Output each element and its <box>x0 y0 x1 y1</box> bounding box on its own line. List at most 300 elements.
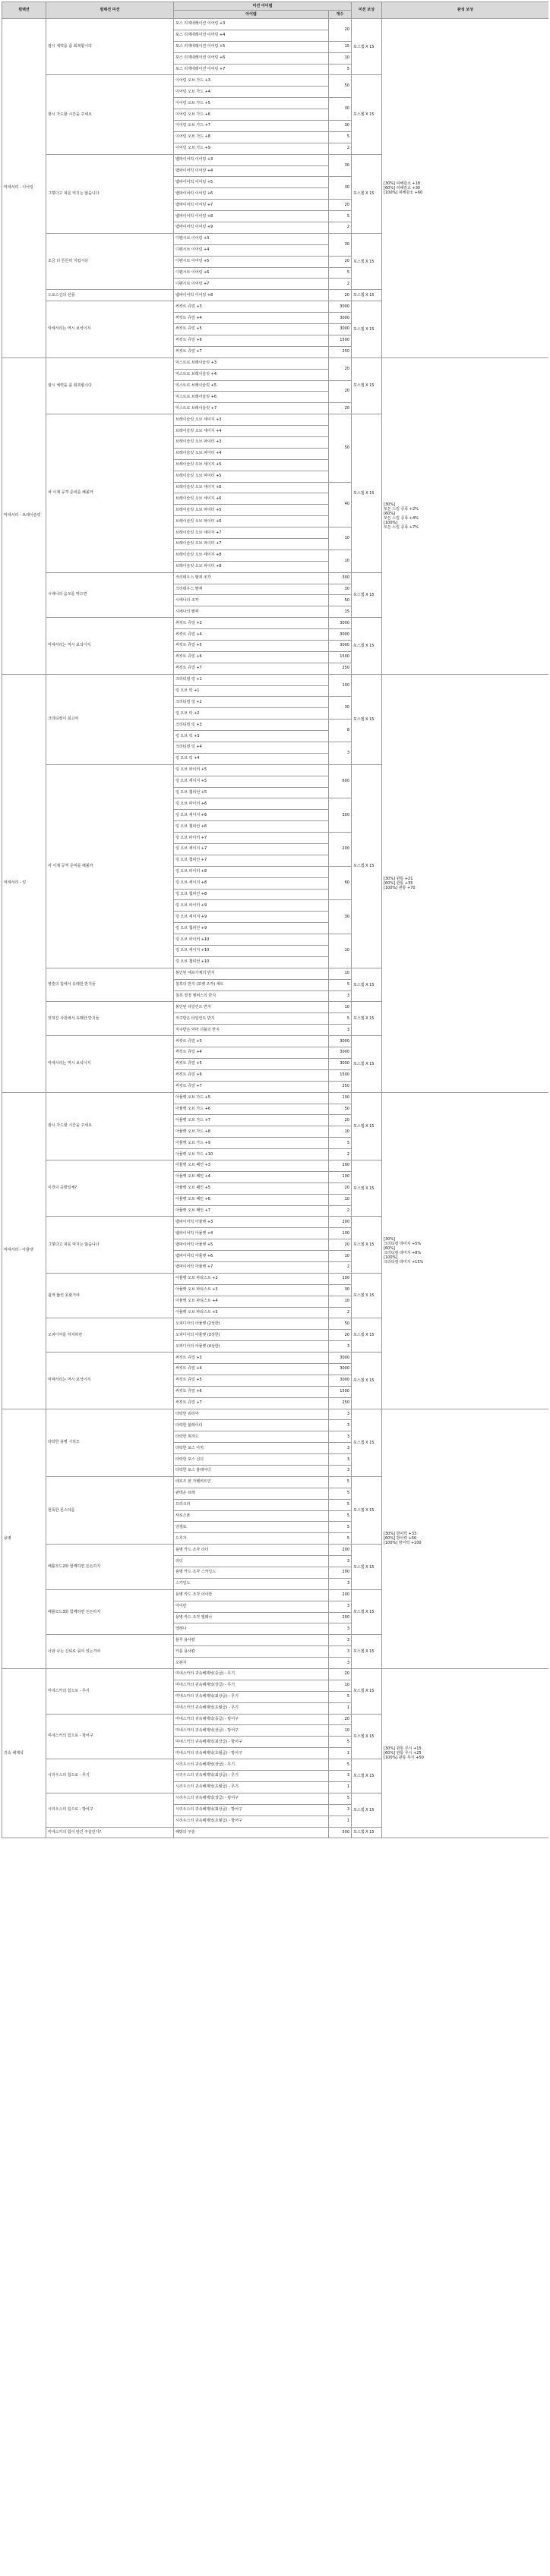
item-count: 10 <box>329 934 352 968</box>
item-name: 미네스카의 귀속해제석(중급) - 무기 <box>174 1669 329 1680</box>
item-count: 3 <box>329 1025 352 1036</box>
item-name: 저주받은 타일린트 반지 <box>174 1013 329 1025</box>
mission-name: 크리티컬이 최고야 <box>46 674 174 764</box>
item-count: 50 <box>329 595 352 606</box>
item-name: 익스트로 브레이슬릿 +5 <box>174 380 329 392</box>
mission-reward: 포스젬 X 15 <box>352 674 382 764</box>
item-name: 뱀파이어릭 아뮬렛 +7 <box>174 1261 329 1273</box>
item-name: 익스트로 브레이슬릿 +3 <box>174 357 329 369</box>
item-name: 오렌지 <box>174 1658 329 1669</box>
item-count: 1500 <box>329 651 352 663</box>
collection-table <box>2 2 548 1838</box>
item-count: 10 <box>329 968 352 979</box>
item-name: 이어링 오브 가드 +6 <box>174 109 329 121</box>
item-name: 뱀파이어릭 아뮬렛 +3 <box>174 1217 329 1228</box>
item-count: 5 <box>329 64 352 75</box>
item-name: 포스 리제네레이션 이어링 +3 <box>174 19 329 30</box>
mission-name: 이것이 공방일체? <box>46 1160 174 1216</box>
item-count: 2 <box>329 1307 352 1318</box>
item-count: 3 <box>329 1431 352 1443</box>
item-count: 3 <box>329 1771 352 1782</box>
mission-reward: 포스젬 X 15 <box>352 1160 382 1216</box>
item-name: 익스트로 브레이슬릿 +7 <box>174 403 329 414</box>
item-name: 타락한 위자드 <box>174 1431 329 1443</box>
item-count: 3000 <box>329 1363 352 1375</box>
item-name: 시리우스의 귀속해제석(최상급) - 무기 <box>174 1771 329 1782</box>
item-count: 15 <box>329 41 352 52</box>
item-count: 3 <box>329 742 352 765</box>
item-count: 30 <box>329 154 352 177</box>
item-count: 100 <box>329 1228 352 1239</box>
item-count: 1 <box>329 1748 352 1759</box>
item-name: 브레이슬릿 오브 세이지 +7 <box>174 527 329 539</box>
item-count: 20 <box>329 380 352 403</box>
item-count: 2 <box>329 1261 352 1273</box>
complete-reward: [30%] 관통 무시 +15 [60%] 관통 무시 +25 [100%] 관통 무시 +50 <box>382 1669 549 1838</box>
mission-name: 배틀모드3와 함께하면 든든하지 <box>46 1589 174 1635</box>
mission-name: 배틀모드2와 함께하면 든든하지 <box>46 1545 174 1590</box>
item-count: 15 <box>329 606 352 618</box>
section-name: 악세서리 - 브레이슬릿 <box>2 357 46 674</box>
item-count: 20 <box>329 1330 352 1341</box>
mission-reward: 포스젬 X 15 <box>352 1759 382 1793</box>
item-name: 크리티컬 링 +1 <box>174 674 329 685</box>
mission-reward: 포스젬 X 15 <box>352 1669 382 1715</box>
mission-reward: 포스젬 X 15 <box>352 1217 382 1273</box>
complete-reward: [30%] 방어력 +33 [60%] 방어력 +50 [100%] 방어력 +100 <box>382 1409 549 1668</box>
item-name: 엘레나 <box>174 1623 329 1635</box>
item-count: 3 <box>329 990 352 1002</box>
item-count: 10 <box>329 1680 352 1691</box>
item-name: 아뮬렛 오브 페인 +7 <box>174 1205 329 1217</box>
item-name: 오피디아의 아뮬렛 (3상한) <box>174 1330 329 1341</box>
item-name: 써킷트 쥬얼 +6 <box>174 1069 329 1081</box>
item-name: 뱀파이어릭 이어링 +5 <box>174 177 329 188</box>
item-count: 3 <box>329 1635 352 1646</box>
item-count: 10 <box>329 1194 352 1205</box>
item-count: 200 <box>329 1567 352 1579</box>
mission-name: 현폭한 몬스터를 <box>46 1476 174 1544</box>
item-count: 5 <box>329 211 352 222</box>
mission-name: 타락한 용병 시리즈 <box>46 1409 174 1476</box>
item-count: 500 <box>329 1827 352 1838</box>
item-name: 써킷트 쥬얼 +7 <box>174 663 329 674</box>
item-name: 링 오브 파이터 +5 <box>174 764 329 776</box>
item-count: 20 <box>329 256 352 267</box>
item-name: 브레이슬릿 오브 세이지 +6 <box>174 493 329 505</box>
item-name: 오피디아의 아뮬렛 (4상한) <box>174 1341 329 1353</box>
mission-reward: 포스젬 X 15 <box>352 1635 382 1669</box>
item-name: 아뮬렛 오브 가드 +5 <box>174 1092 329 1104</box>
mission-name: 미네스카의 힘으로 - 무기 <box>46 1669 174 1715</box>
mission-reward: 포스젬 X 15 <box>352 618 382 674</box>
item-name: 카를 용사칼 <box>174 1646 329 1658</box>
item-name: 해방의 구슬 <box>174 1827 329 1838</box>
item-name: 링 오브 럭 +2 <box>174 708 329 720</box>
item-name: 써킷트 쥬얼 +6 <box>174 335 329 346</box>
mission-reward: 포스젬 X 15 <box>352 1273 382 1318</box>
item-name: 크리티컬 링 +2 <box>174 697 329 708</box>
header-item: 아이템 <box>174 11 329 19</box>
item-count: 5 <box>329 1138 352 1149</box>
item-name: 봉인된 에르가체의 반지 <box>174 968 329 979</box>
item-name: 용병 카드 조각 리더 <box>174 1545 329 1556</box>
item-name: 써킷트 쥬얼 +3 <box>174 301 329 313</box>
item-name: 링 오브 파이터 +8 <box>174 866 329 877</box>
item-count: 3000 <box>329 1036 352 1047</box>
mission-name: 잠시 가드할 시간을 주세요 <box>46 75 174 154</box>
item-count: 20 <box>329 1183 352 1194</box>
item-name: 타락한 포스 아처 <box>174 1443 329 1454</box>
mission-reward: 포스젬 X 15 <box>352 1409 382 1476</box>
item-name: 아뮬렛 오브 페인 +3 <box>174 1160 329 1171</box>
item-name: 뱀파이어릭 이어링 +6 <box>174 188 329 200</box>
item-name: 써킷트 쥬얼 +7 <box>174 1397 329 1409</box>
item-count: 5 <box>329 1793 352 1804</box>
item-name: 링 오브 파이터 +10 <box>174 934 329 946</box>
item-name: 브레이슬릿 오브 세이지 +3 <box>174 414 329 426</box>
item-count: 3 <box>329 1556 352 1567</box>
item-count: 3000 <box>329 629 352 641</box>
item-count: 2 <box>329 1149 352 1160</box>
item-name: 칠흑의 반지 (포켓 조각) 세트 <box>174 979 329 990</box>
mission-name: 영혼의 힘에서 유래한 반지들 <box>46 968 174 1002</box>
item-count: 250 <box>329 663 352 674</box>
item-count: 3 <box>329 1454 352 1466</box>
mission-name: 악세서리는 역시 보석이지 <box>46 301 174 357</box>
item-count: 1500 <box>329 1069 352 1081</box>
item-count: 30 <box>329 233 352 256</box>
item-count: 1 <box>329 1702 352 1714</box>
item-count: 20 <box>329 1115 352 1126</box>
item-name: 미네스카의 귀속해제석(중급) - 방어구 <box>174 1714 329 1725</box>
item-name: 링 오브 챔피언 +6 <box>174 821 329 833</box>
item-name: 봉인된 타일린트 반지 <box>174 1002 329 1013</box>
item-name: 용병 카드 조각 아이란 <box>174 1589 329 1601</box>
item-count: 10 <box>329 1002 352 1013</box>
item-count: 3000 <box>329 1353 352 1364</box>
mission-reward: 포스젬 X 15 <box>352 1353 382 1409</box>
item-count: 30 <box>329 584 352 595</box>
mission-name: 미네스카의 힘으로 - 방어구 <box>46 1714 174 1759</box>
item-count: 20 <box>329 290 352 301</box>
item-count: 10 <box>329 550 352 572</box>
item-name: 크리데우스 팔찌 <box>174 584 329 595</box>
item-count: 3 <box>329 1420 352 1431</box>
mission-reward: 포스젬 X 15 <box>352 1036 382 1092</box>
mission-reward: 포스젬 X 15 <box>352 75 382 154</box>
item-name: 아뮬렛 오브 가드 +7 <box>174 1115 329 1126</box>
item-count: 3 <box>329 1623 352 1635</box>
item-name: 써킷트 쥬얼 +3 <box>174 1353 329 1364</box>
item-name: 아뮬렛 오브 파티스트 +4 <box>174 1296 329 1307</box>
item-name: 미네스카의 귀속해제석(최상급) - 무기 <box>174 1691 329 1702</box>
mission-reward: 포스젬 X 15 <box>352 1002 382 1036</box>
item-name: 써킷트 쥬얼 +4 <box>174 313 329 324</box>
item-count: 1 <box>329 1815 352 1827</box>
mission-name: 너와 나는 신뢰로 묶여 있는거야 <box>46 1635 174 1669</box>
item-name: 크리티컬 링 +3 <box>174 720 329 731</box>
item-name: 이어링 오브 가드 +8 <box>174 131 329 143</box>
item-count: 5 <box>329 1013 352 1025</box>
item-count: 3000 <box>329 324 352 335</box>
header-mission: 컬렉션 미션 <box>46 2 174 19</box>
item-count: 5 <box>329 131 352 143</box>
item-count: 20 <box>329 1669 352 1680</box>
item-name: 앙켈로 <box>174 1522 329 1533</box>
item-name: 써킷트 쥬얼 +7 <box>174 346 329 357</box>
mission-reward: 포스젬 X 15 <box>352 1793 382 1827</box>
item-count: 300 <box>329 798 352 833</box>
item-name: 아뮬렛 오브 페인 +6 <box>174 1194 329 1205</box>
mission-name: 조금 더 튼튼히 지킵시다 <box>46 233 174 289</box>
item-name: 브레이슬릿 오브 세이지 +8 <box>174 550 329 561</box>
mission-name: 시리우스의 힘으로 - 무기 <box>46 1759 174 1793</box>
mission-reward: 포스젬 X 15 <box>352 301 382 357</box>
item-name: 시에나의 조각 <box>174 595 329 606</box>
item-count: 250 <box>329 1081 352 1092</box>
item-count: 3000 <box>329 313 352 324</box>
mission-reward: 포스젬 X 15 <box>352 357 382 414</box>
item-count: 200 <box>329 1589 352 1601</box>
mission-reward: 포스젬 X 15 <box>352 1545 382 1590</box>
item-name: 써킷트 쥬얼 +6 <box>174 651 329 663</box>
item-name: 시리우스의 귀속해제석(초월급) - 무기 <box>174 1781 329 1793</box>
item-count: 10 <box>329 52 352 64</box>
item-count: 60 <box>329 866 352 900</box>
item-count: 200 <box>329 1545 352 1556</box>
item-name: 뱀파이어릭 이어링 +3 <box>174 154 329 165</box>
item-name: 포스 리제네레이션 이어링 +6 <box>174 52 329 64</box>
table-row <box>2 1092 549 1104</box>
item-name: 용병 카드 조각 엘레나 <box>174 1612 329 1623</box>
item-count: 3000 <box>329 1047 352 1059</box>
item-count: 20 <box>329 403 352 414</box>
header-items-group: 미션 아이템 <box>174 2 352 11</box>
header-category: 컬렉션 <box>2 2 46 19</box>
item-name: 용병 카드 조각 스카일드 <box>174 1567 329 1579</box>
item-count: 30 <box>329 98 352 121</box>
item-name: 미네스카의 귀속해제석(상급) - 방어구 <box>174 1725 329 1737</box>
section-name: 악세서리 - 아뮬렛 <box>2 1092 46 1409</box>
item-count: 50 <box>329 414 352 482</box>
mission-name: 차 이제 공격 준비를 해볼까 <box>46 764 174 968</box>
mission-name: 잠시 가드할 시간을 주세요 <box>46 1092 174 1160</box>
item-count: 3 <box>329 1466 352 1477</box>
mission-name: 잠시 체력을 좀 회복합시다 <box>46 19 174 75</box>
item-count: 200 <box>329 1612 352 1623</box>
item-name: 디펜시브 이어링 +6 <box>174 267 329 279</box>
item-count: 3 <box>329 1341 352 1353</box>
item-count: 100 <box>329 1092 352 1104</box>
complete-reward: [30%] 관통 +21 [60%] 관통 +35 [100%] 관통 +70 <box>382 674 549 1092</box>
item-count: 3000 <box>329 301 352 313</box>
item-count: 50 <box>329 1318 352 1330</box>
item-count: 5 <box>329 979 352 990</box>
mission-reward: 포스젬 X 15 <box>352 414 382 572</box>
item-count: 8 <box>329 720 352 742</box>
collection-rows <box>2 19 549 1838</box>
item-name: 아뮬렛 오브 파티스트 +5 <box>174 1307 329 1318</box>
mission-name: 악세서리는 역시 보석이지 <box>46 618 174 674</box>
item-name: 이어링 오브 가드 +4 <box>174 87 329 98</box>
item-name: 브레이슬릿 오브 파이터 +7 <box>174 538 329 550</box>
item-count: 5 <box>329 1510 352 1522</box>
item-name: 시리우스의 귀속해제석(최상급) - 방어구 <box>174 1804 329 1815</box>
item-name: 아뮬렛 오브 페인 +4 <box>174 1171 329 1183</box>
item-count: 100 <box>329 1171 352 1183</box>
item-name: 미네스카의 귀속해제석(초월급) - 방어구 <box>174 1748 329 1759</box>
item-name: 뱀파이어릭 이어링 +9 <box>174 222 329 234</box>
item-name: 써킷트 쥬얼 +4 <box>174 1047 329 1059</box>
item-name: 블루 용사칼 <box>174 1635 329 1646</box>
item-count: 3 <box>329 1658 352 1669</box>
item-name: 리더 <box>174 1556 329 1567</box>
item-name: 시리우스의 귀속해제석(상급) - 방어구 <box>174 1793 329 1804</box>
item-count: 600 <box>329 764 352 798</box>
item-name: 이어링 오브 가드 +7 <box>174 121 329 132</box>
item-name: 익스트로 브레이슬릿 +6 <box>174 392 329 403</box>
item-count: 200 <box>329 1217 352 1228</box>
mission-name: 미네스카의 힘이 담긴 구슬인가? <box>46 1827 174 1838</box>
item-name: 링 오브 럭 +4 <box>174 753 329 764</box>
item-name: 써킷트 쥬얼 +3 <box>174 1036 329 1047</box>
item-name: 드루가 <box>174 1533 329 1545</box>
item-name: 미네스카의 귀속해제석(최상급) - 방어구 <box>174 1737 329 1748</box>
item-name: 디펜시브 이어링 +4 <box>174 244 329 256</box>
table-row <box>2 19 549 30</box>
item-name: 디펜시브 이어링 +3 <box>174 233 329 244</box>
item-name: 링 오브 세이지 +8 <box>174 877 329 889</box>
item-name: 이어링 오브 가드 +3 <box>174 75 329 87</box>
item-count: 3000 <box>329 1058 352 1069</box>
item-name: 브레이슬릿 오브 파이터 +4 <box>174 448 329 459</box>
item-name: 저주받은 악마 더블의 반지 <box>174 1025 329 1036</box>
item-name: 써킷트 쥬얼 +3 <box>174 618 329 629</box>
item-name: 링 오브 럭 +1 <box>174 685 329 697</box>
mission-reward: 포스젬 X 15 <box>352 1827 382 1838</box>
item-count: 1 <box>329 1781 352 1793</box>
item-count: 50 <box>329 75 352 98</box>
item-name: 뱀파이어릭 아뮬렛 +4 <box>174 1228 329 1239</box>
table-row <box>2 1409 549 1420</box>
item-name: 사로스폰 <box>174 1510 329 1522</box>
item-count: 2 <box>329 279 352 290</box>
item-name: 익스트로 브레이슬릿 +4 <box>174 369 329 380</box>
item-name: 포스 리제네레이션 이어링 +7 <box>174 64 329 75</box>
mission-name: 악세서리는 역시 보석이지 <box>46 1036 174 1092</box>
mission-reward: 포스젬 X 15 <box>352 572 382 618</box>
header-complete: 완성 보상 <box>382 2 549 19</box>
item-name: 오피디아의 아뮬렛 (2상한) <box>174 1318 329 1330</box>
complete-reward: [30%] 모든 스킬 증폭 +2% [60%] 모든 스킬 증폭 +4% [100%] 모든 스킬 증폭 +7% <box>382 357 549 674</box>
item-count: 20 <box>329 1239 352 1251</box>
item-name: 써킷트 쥬얼 +7 <box>174 1081 329 1092</box>
item-name: 뱀파이어릭 이어링 +8 <box>174 290 329 301</box>
item-name: 타락한 블레이더 <box>174 1420 329 1431</box>
item-count: 5 <box>329 1533 352 1545</box>
item-count: 3 <box>329 1409 352 1420</box>
item-count: 5 <box>329 1522 352 1533</box>
item-count: 10 <box>329 1251 352 1262</box>
item-name: 테르즈 폰 자렐러트인 <box>174 1476 329 1488</box>
item-name: 뱀파이어릭 이어링 +8 <box>174 211 329 222</box>
mission-reward: 포스젬 X 15 <box>352 1589 382 1635</box>
item-name: 써킷트 쥬얼 +5 <box>174 640 329 651</box>
mission-name: 시에나의 음모를 막으면 <box>46 572 174 618</box>
item-name: 링 오브 파이터 +6 <box>174 798 329 810</box>
item-count: 3 <box>329 1646 352 1658</box>
item-name: 써킷트 쥬얼 +4 <box>174 1363 329 1375</box>
item-name: 링 오브 세이지 +6 <box>174 810 329 821</box>
item-count: 5 <box>329 1476 352 1488</box>
item-name: 브레이슬릿 오브 세이지 +6 <box>174 482 329 493</box>
item-count: 5 <box>329 1759 352 1771</box>
item-count: 3000 <box>329 618 352 629</box>
item-count: 30 <box>329 697 352 720</box>
item-count: 20 <box>329 357 352 380</box>
item-name: 시리우스의 귀속해제석(초월급) - 방어구 <box>174 1815 329 1827</box>
item-name: 스카일드 <box>174 1578 329 1589</box>
mission-name: 잠시 체력을 좀 회복합시다 <box>46 357 174 414</box>
item-name: 링 오브 챔피언 +8 <box>174 889 329 900</box>
item-count: 3 <box>329 1578 352 1589</box>
item-name: 이어링 오브 가드 +9 <box>174 143 329 154</box>
table-row <box>2 674 549 685</box>
table-row <box>2 357 549 369</box>
item-count: 3 <box>329 1804 352 1815</box>
item-name: 링 오브 세이지 +7 <box>174 844 329 855</box>
section-name: 용병 <box>2 1409 46 1668</box>
header-count: 개수 <box>329 11 352 19</box>
item-count: 10 <box>329 1296 352 1307</box>
header-reward: 미션 보상 <box>352 2 382 19</box>
section-name: 귀속 해제석 <box>2 1669 46 1838</box>
mission-name: 잊혀진 사원에서 유래한 반지들 <box>46 1002 174 1036</box>
item-name: 타락한 포스 실더 <box>174 1454 329 1466</box>
item-count: 100 <box>329 1273 352 1284</box>
item-count: 20 <box>329 1714 352 1725</box>
mission-name: 드로스신의 선물 <box>46 290 174 301</box>
item-name: 타락한 포스 블레이더 <box>174 1466 329 1477</box>
mission-reward: 포스젬 X 15 <box>352 19 382 75</box>
item-name: 뱀파이어릭 이어링 +4 <box>174 165 329 177</box>
mission-reward: 포스젬 X 15 <box>352 1318 382 1353</box>
item-count: 3 <box>329 1443 352 1454</box>
item-name: 아이란 <box>174 1601 329 1612</box>
item-count: 1500 <box>329 335 352 346</box>
item-name: 링 오브 챔피언 +7 <box>174 855 329 866</box>
section-name: 악세서리 - 이어링 <box>2 19 46 358</box>
mission-reward: 포스젬 X 15 <box>352 764 382 968</box>
mission-name: 그렇다고 피를 먹지는 않습니다 <box>46 154 174 233</box>
item-name: 링 오브 세이지 +5 <box>174 776 329 787</box>
item-name: 뱀파이어릭 아뮬렛 +5 <box>174 1239 329 1251</box>
item-name: 써킷트 쥬얼 +5 <box>174 1375 329 1386</box>
mission-name: 차 이제 공격 준비를 해볼까 <box>46 414 174 572</box>
item-name: 링 오브 챔피언 +9 <box>174 923 329 934</box>
item-count: 5 <box>329 267 352 279</box>
item-count: 5 <box>329 1691 352 1702</box>
mission-name: 악세서리는 역시 보석이지 <box>46 1353 174 1409</box>
item-count: 10 <box>329 527 352 550</box>
mission-reward: 포스젬 X 15 <box>352 233 382 289</box>
mission-reward: 포스젬 X 15 <box>352 1092 382 1160</box>
item-name: 시에나의 팔찌 <box>174 606 329 618</box>
item-name: 링 오브 세이지 +10 <box>174 946 329 957</box>
mission-name: 시리우스의 힘으로 - 방어구 <box>46 1793 174 1827</box>
item-name: 써킷트 쥬얼 +4 <box>174 629 329 641</box>
